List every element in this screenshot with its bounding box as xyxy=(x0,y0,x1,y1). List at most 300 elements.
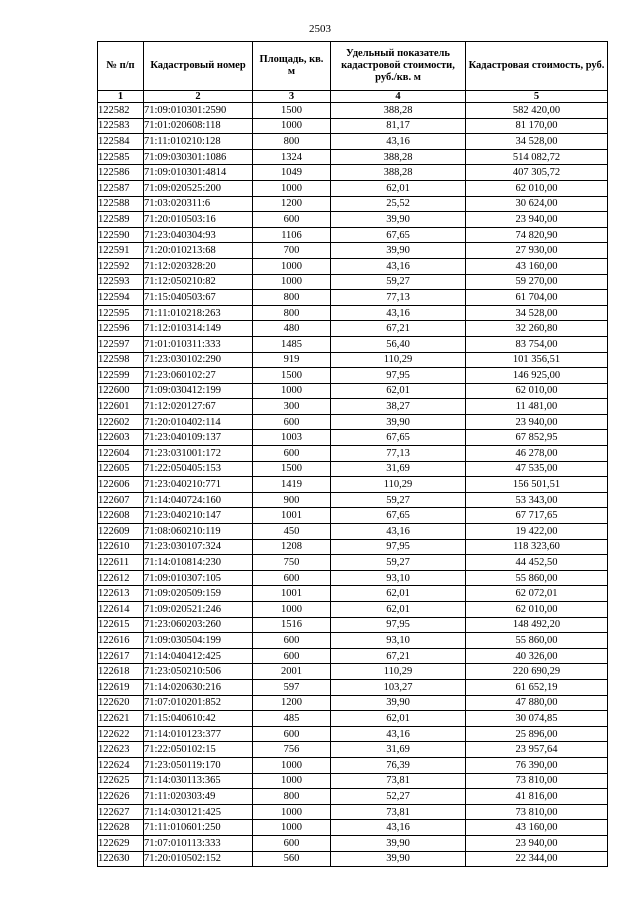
row-number-cell: 122597 xyxy=(98,336,144,352)
cadastral-number-cell: 71:09:020525:200 xyxy=(144,180,253,196)
cadastral-value-cell: 27 930,00 xyxy=(466,243,608,259)
cadastral-value-cell: 32 260,80 xyxy=(466,321,608,337)
unit-value-cell: 38,27 xyxy=(331,399,466,415)
cadastral-value-cell: 22 344,00 xyxy=(466,851,608,867)
area-cell: 900 xyxy=(253,492,331,508)
unit-value-cell: 52,27 xyxy=(331,789,466,805)
unit-value-cell: 67,65 xyxy=(331,430,466,446)
area-cell: 1500 xyxy=(253,103,331,119)
unit-value-cell: 39,90 xyxy=(331,695,466,711)
unit-value-cell: 93,10 xyxy=(331,570,466,586)
row-number-cell: 122620 xyxy=(98,695,144,711)
unit-value-cell: 43,16 xyxy=(331,134,466,150)
row-number-cell: 122602 xyxy=(98,414,144,430)
area-cell: 1049 xyxy=(253,165,331,181)
area-cell: 800 xyxy=(253,789,331,805)
cadastral-number-cell: 71:20:010503:16 xyxy=(144,212,253,228)
row-number-cell: 122582 xyxy=(98,103,144,119)
table-row xyxy=(98,180,608,196)
area-cell: 919 xyxy=(253,352,331,368)
cadastral-value-cell: 23 940,00 xyxy=(466,414,608,430)
cadastral-number-cell: 71:23:031001:172 xyxy=(144,446,253,462)
header-index-4: 4 xyxy=(331,91,466,103)
area-cell: 1000 xyxy=(253,602,331,618)
area-cell: 1419 xyxy=(253,477,331,493)
cadastral-number-cell: 71:23:040210:147 xyxy=(144,508,253,524)
row-number-cell: 122611 xyxy=(98,555,144,571)
unit-value-cell: 73,81 xyxy=(331,804,466,820)
cadastral-value-cell: 62 010,00 xyxy=(466,383,608,399)
row-number-cell: 122623 xyxy=(98,742,144,758)
cadastral-number-cell: 71:20:010502:152 xyxy=(144,851,253,867)
area-cell: 600 xyxy=(253,212,331,228)
cadastral-number-cell: 71:11:010218:263 xyxy=(144,305,253,321)
cadastral-number-cell: 71:23:050210:506 xyxy=(144,664,253,680)
cadastral-number-cell: 71:23:050119:170 xyxy=(144,757,253,773)
cadastral-value-cell: 62 072,01 xyxy=(466,586,608,602)
unit-value-cell: 67,65 xyxy=(331,227,466,243)
cadastral-number-cell: 71:11:020303:49 xyxy=(144,789,253,805)
table-row xyxy=(98,726,608,742)
row-number-cell: 122616 xyxy=(98,633,144,649)
table-row xyxy=(98,274,608,290)
table-row xyxy=(98,336,608,352)
cadastral-number-cell: 71:01:010311:333 xyxy=(144,336,253,352)
area-cell: 1208 xyxy=(253,539,331,555)
area-cell: 1200 xyxy=(253,695,331,711)
unit-value-cell: 43,16 xyxy=(331,524,466,540)
cadastral-value-cell: 59 270,00 xyxy=(466,274,608,290)
table-row xyxy=(98,711,608,727)
area-cell: 485 xyxy=(253,711,331,727)
area-cell: 1485 xyxy=(253,336,331,352)
area-cell: 800 xyxy=(253,305,331,321)
area-cell: 450 xyxy=(253,524,331,540)
unit-value-cell: 81,17 xyxy=(331,118,466,134)
area-cell: 480 xyxy=(253,321,331,337)
area-cell: 1000 xyxy=(253,757,331,773)
table-row xyxy=(98,118,608,134)
unit-value-cell: 388,28 xyxy=(331,149,466,165)
area-cell: 800 xyxy=(253,134,331,150)
unit-value-cell: 110,29 xyxy=(331,352,466,368)
cadastral-number-cell: 71:08:060210:119 xyxy=(144,524,253,540)
header-row-number: № п/п xyxy=(98,42,144,91)
unit-value-cell: 43,16 xyxy=(331,305,466,321)
unit-value-cell: 77,13 xyxy=(331,290,466,306)
row-number-cell: 122606 xyxy=(98,477,144,493)
area-cell: 600 xyxy=(253,726,331,742)
table-row xyxy=(98,508,608,524)
unit-value-cell: 62,01 xyxy=(331,586,466,602)
table-row xyxy=(98,258,608,274)
page-number: 2503 xyxy=(309,23,331,35)
cadastral-number-cell: 71:11:010210:128 xyxy=(144,134,253,150)
cadastral-value-cell: 148 492,20 xyxy=(466,617,608,633)
cadastral-number-cell: 71:09:030504:199 xyxy=(144,633,253,649)
area-cell: 600 xyxy=(253,835,331,851)
cadastral-number-cell: 71:22:050102:15 xyxy=(144,742,253,758)
area-cell: 700 xyxy=(253,243,331,259)
table-row xyxy=(98,851,608,867)
cadastral-value-cell: 73 810,00 xyxy=(466,804,608,820)
row-number-cell: 122617 xyxy=(98,648,144,664)
cadastral-value-cell: 220 690,29 xyxy=(466,664,608,680)
row-number-cell: 122595 xyxy=(98,305,144,321)
cadastral-number-cell: 71:14:010814:230 xyxy=(144,555,253,571)
row-number-cell: 122586 xyxy=(98,165,144,181)
row-number-cell: 122583 xyxy=(98,118,144,134)
cadastral-number-cell: 71:14:040412:425 xyxy=(144,648,253,664)
cadastral-value-cell: 23 957,64 xyxy=(466,742,608,758)
table-row xyxy=(98,586,608,602)
table-row xyxy=(98,243,608,259)
table-row xyxy=(98,773,608,789)
cadastral-value-cell: 73 810,00 xyxy=(466,773,608,789)
row-number-cell: 122585 xyxy=(98,149,144,165)
row-number-cell: 122628 xyxy=(98,820,144,836)
unit-value-cell: 110,29 xyxy=(331,477,466,493)
cadastral-value-cell: 47 880,00 xyxy=(466,695,608,711)
unit-value-cell: 56,40 xyxy=(331,336,466,352)
cadastral-number-cell: 71:14:030121:425 xyxy=(144,804,253,820)
table-row xyxy=(98,305,608,321)
area-cell: 1106 xyxy=(253,227,331,243)
table-row xyxy=(98,539,608,555)
area-cell: 600 xyxy=(253,648,331,664)
row-number-cell: 122612 xyxy=(98,570,144,586)
unit-value-cell: 93,10 xyxy=(331,633,466,649)
table-row xyxy=(98,664,608,680)
cadastral-number-cell: 71:23:060102:27 xyxy=(144,368,253,384)
table-row xyxy=(98,477,608,493)
row-number-cell: 122607 xyxy=(98,492,144,508)
table-row xyxy=(98,757,608,773)
cadastral-value-cell: 40 326,00 xyxy=(466,648,608,664)
area-cell: 1000 xyxy=(253,118,331,134)
unit-value-cell: 59,27 xyxy=(331,274,466,290)
unit-value-cell: 76,39 xyxy=(331,757,466,773)
row-number-cell: 122615 xyxy=(98,617,144,633)
table-row xyxy=(98,633,608,649)
cadastral-value-cell: 118 323,60 xyxy=(466,539,608,555)
area-cell: 560 xyxy=(253,851,331,867)
row-number-cell: 122625 xyxy=(98,773,144,789)
table-row xyxy=(98,446,608,462)
table-row xyxy=(98,399,608,415)
row-number-cell: 122596 xyxy=(98,321,144,337)
cadastral-value-cell: 43 160,00 xyxy=(466,820,608,836)
area-cell: 1500 xyxy=(253,368,331,384)
cadastral-number-cell: 71:12:020328:20 xyxy=(144,258,253,274)
row-number-cell: 122590 xyxy=(98,227,144,243)
unit-value-cell: 31,69 xyxy=(331,461,466,477)
cadastral-number-cell: 71:09:010307:105 xyxy=(144,570,253,586)
cadastral-number-cell: 71:07:010113:333 xyxy=(144,835,253,851)
row-number-cell: 122588 xyxy=(98,196,144,212)
cadastral-value-cell: 67 717,65 xyxy=(466,508,608,524)
row-number-cell: 122600 xyxy=(98,383,144,399)
unit-value-cell: 25,52 xyxy=(331,196,466,212)
row-number-cell: 122604 xyxy=(98,446,144,462)
unit-value-cell: 43,16 xyxy=(331,258,466,274)
table-row xyxy=(98,648,608,664)
row-number-cell: 122621 xyxy=(98,711,144,727)
area-cell: 1000 xyxy=(253,383,331,399)
table-row xyxy=(98,602,608,618)
row-number-cell: 122587 xyxy=(98,180,144,196)
table-row xyxy=(98,196,608,212)
cadastral-value-cell: 43 160,00 xyxy=(466,258,608,274)
area-cell: 1000 xyxy=(253,258,331,274)
cadastral-number-cell: 71:01:020608:118 xyxy=(144,118,253,134)
cadastral-number-cell: 71:14:010123:377 xyxy=(144,726,253,742)
cadastral-number-cell: 71:07:010201:852 xyxy=(144,695,253,711)
cadastral-value-cell: 34 528,00 xyxy=(466,134,608,150)
cadastral-value-cell: 41 816,00 xyxy=(466,789,608,805)
cadastral-number-cell: 71:12:020127:67 xyxy=(144,399,253,415)
cadastral-number-cell: 71:15:040610:42 xyxy=(144,711,253,727)
unit-value-cell: 97,95 xyxy=(331,539,466,555)
cadastral-number-cell: 71:23:040210:771 xyxy=(144,477,253,493)
cadastral-number-cell: 71:14:020630:216 xyxy=(144,679,253,695)
area-cell: 1000 xyxy=(253,820,331,836)
row-number-cell: 122592 xyxy=(98,258,144,274)
cadastral-value-cell: 30 624,00 xyxy=(466,196,608,212)
unit-value-cell: 103,27 xyxy=(331,679,466,695)
table-row xyxy=(98,679,608,695)
unit-value-cell: 39,90 xyxy=(331,835,466,851)
unit-value-cell: 59,27 xyxy=(331,555,466,571)
area-cell: 1001 xyxy=(253,586,331,602)
cadastral-value-cell: 55 860,00 xyxy=(466,570,608,586)
table-row xyxy=(98,103,608,119)
cadastral-number-cell: 71:23:040304:93 xyxy=(144,227,253,243)
area-cell: 1000 xyxy=(253,773,331,789)
unit-value-cell: 73,81 xyxy=(331,773,466,789)
row-number-cell: 122605 xyxy=(98,461,144,477)
cadastral-value-cell: 62 010,00 xyxy=(466,180,608,196)
row-number-cell: 122626 xyxy=(98,789,144,805)
cadastral-number-cell: 71:09:020509:159 xyxy=(144,586,253,602)
unit-value-cell: 62,01 xyxy=(331,180,466,196)
row-number-cell: 122591 xyxy=(98,243,144,259)
cadastral-value-cell: 83 754,00 xyxy=(466,336,608,352)
cadastral-number-cell: 71:09:020521:246 xyxy=(144,602,253,618)
unit-value-cell: 31,69 xyxy=(331,742,466,758)
row-number-cell: 122599 xyxy=(98,368,144,384)
unit-value-cell: 67,21 xyxy=(331,648,466,664)
row-number-cell: 122589 xyxy=(98,212,144,228)
unit-value-cell: 43,16 xyxy=(331,820,466,836)
area-cell: 1000 xyxy=(253,274,331,290)
cadastral-value-cell: 30 074,85 xyxy=(466,711,608,727)
cadastral-number-cell: 71:20:010402:114 xyxy=(144,414,253,430)
cadastral-number-cell: 71:09:010301:4814 xyxy=(144,165,253,181)
table-row xyxy=(98,570,608,586)
table-row xyxy=(98,149,608,165)
area-cell: 300 xyxy=(253,399,331,415)
cadastral-value-cell: 46 278,00 xyxy=(466,446,608,462)
row-number-cell: 122618 xyxy=(98,664,144,680)
cadastral-number-cell: 71:23:030102:290 xyxy=(144,352,253,368)
header-index-5: 5 xyxy=(466,91,608,103)
row-number-cell: 122610 xyxy=(98,539,144,555)
table-row xyxy=(98,835,608,851)
cadastral-number-cell: 71:09:030301:1086 xyxy=(144,149,253,165)
table-row xyxy=(98,555,608,571)
area-cell: 756 xyxy=(253,742,331,758)
unit-value-cell: 67,21 xyxy=(331,321,466,337)
cadastral-number-cell: 71:12:050210:82 xyxy=(144,274,253,290)
cadastral-number-cell: 71:11:010601:250 xyxy=(144,820,253,836)
table-row xyxy=(98,820,608,836)
table-row xyxy=(98,134,608,150)
area-cell: 600 xyxy=(253,633,331,649)
area-cell: 1324 xyxy=(253,149,331,165)
table-row xyxy=(98,321,608,337)
cadastral-value-cell: 11 481,00 xyxy=(466,399,608,415)
area-cell: 750 xyxy=(253,555,331,571)
unit-value-cell: 39,90 xyxy=(331,851,466,867)
cadastral-value-cell: 146 925,00 xyxy=(466,368,608,384)
table-row xyxy=(98,290,608,306)
area-cell: 597 xyxy=(253,679,331,695)
row-number-cell: 122630 xyxy=(98,851,144,867)
cadastral-value-cell: 44 452,50 xyxy=(466,555,608,571)
row-number-cell: 122594 xyxy=(98,290,144,306)
area-cell: 600 xyxy=(253,570,331,586)
area-cell: 1001 xyxy=(253,508,331,524)
cadastral-value-cell: 47 535,00 xyxy=(466,461,608,477)
header-area: Площадь, кв. м xyxy=(253,42,331,91)
table-header xyxy=(98,42,608,103)
unit-value-cell: 59,27 xyxy=(331,492,466,508)
cadastral-value-cell: 62 010,00 xyxy=(466,602,608,618)
cadastral-value-table xyxy=(97,41,608,867)
table-row xyxy=(98,789,608,805)
row-number-cell: 122629 xyxy=(98,835,144,851)
unit-value-cell: 43,16 xyxy=(331,726,466,742)
row-number-cell: 122622 xyxy=(98,726,144,742)
unit-value-cell: 97,95 xyxy=(331,368,466,384)
unit-value-cell: 77,13 xyxy=(331,446,466,462)
table-row xyxy=(98,227,608,243)
cadastral-value-cell: 74 820,90 xyxy=(466,227,608,243)
cadastral-value-cell: 25 896,00 xyxy=(466,726,608,742)
table-row xyxy=(98,804,608,820)
area-cell: 1200 xyxy=(253,196,331,212)
cadastral-number-cell: 71:03:020311:6 xyxy=(144,196,253,212)
row-number-cell: 122593 xyxy=(98,274,144,290)
unit-value-cell: 110,29 xyxy=(331,664,466,680)
unit-value-cell: 62,01 xyxy=(331,602,466,618)
header-index-2: 2 xyxy=(144,91,253,103)
cadastral-number-cell: 71:09:030412:199 xyxy=(144,383,253,399)
area-cell: 800 xyxy=(253,290,331,306)
table-row xyxy=(98,461,608,477)
cadastral-value-cell: 582 420,00 xyxy=(466,103,608,119)
cadastral-number-cell: 71:14:040724:160 xyxy=(144,492,253,508)
area-cell: 1516 xyxy=(253,617,331,633)
row-number-cell: 122624 xyxy=(98,757,144,773)
cadastral-value-cell: 61 652,19 xyxy=(466,679,608,695)
cadastral-value-cell: 76 390,00 xyxy=(466,757,608,773)
cadastral-value-cell: 55 860,00 xyxy=(466,633,608,649)
area-cell: 600 xyxy=(253,414,331,430)
table-row xyxy=(98,742,608,758)
cadastral-number-cell: 71:14:030113:365 xyxy=(144,773,253,789)
unit-value-cell: 39,90 xyxy=(331,414,466,430)
cadastral-value-cell: 81 170,00 xyxy=(466,118,608,134)
cadastral-number-cell: 71:20:010213:68 xyxy=(144,243,253,259)
cadastral-number-cell: 71:15:040503:67 xyxy=(144,290,253,306)
unit-value-cell: 388,28 xyxy=(331,165,466,181)
row-number-cell: 122613 xyxy=(98,586,144,602)
table-row xyxy=(98,430,608,446)
area-cell: 1500 xyxy=(253,461,331,477)
cadastral-value-cell: 156 501,51 xyxy=(466,477,608,493)
table-row xyxy=(98,383,608,399)
cadastral-value-cell: 23 940,00 xyxy=(466,212,608,228)
unit-value-cell: 97,95 xyxy=(331,617,466,633)
cadastral-number-cell: 71:23:060203:260 xyxy=(144,617,253,633)
cadastral-value-cell: 53 343,00 xyxy=(466,492,608,508)
unit-value-cell: 62,01 xyxy=(331,383,466,399)
header-index-1: 1 xyxy=(98,91,144,103)
row-number-cell: 122619 xyxy=(98,679,144,695)
header-cadastral-value: Кадастровая стоимость, руб. xyxy=(466,42,608,91)
header-unit-value: Удельный показатель кадастровой стоимости, руб./кв. м xyxy=(331,42,466,91)
unit-value-cell: 388,28 xyxy=(331,103,466,119)
row-number-cell: 122614 xyxy=(98,602,144,618)
table-row xyxy=(98,617,608,633)
unit-value-cell: 39,90 xyxy=(331,243,466,259)
table-row xyxy=(98,165,608,181)
row-number-cell: 122627 xyxy=(98,804,144,820)
unit-value-cell: 39,90 xyxy=(331,212,466,228)
row-number-cell: 122608 xyxy=(98,508,144,524)
cadastral-number-cell: 71:23:030107:324 xyxy=(144,539,253,555)
area-cell: 1000 xyxy=(253,180,331,196)
cadastral-value-cell: 23 940,00 xyxy=(466,835,608,851)
unit-value-cell: 62,01 xyxy=(331,711,466,727)
table-row xyxy=(98,414,608,430)
header-cadastral-number: Кадастровый номер xyxy=(144,42,253,91)
row-number-cell: 122598 xyxy=(98,352,144,368)
row-number-cell: 122609 xyxy=(98,524,144,540)
cadastral-number-cell: 71:22:050405:153 xyxy=(144,461,253,477)
cadastral-value-cell: 407 305,72 xyxy=(466,165,608,181)
cadastral-value-cell: 101 356,51 xyxy=(466,352,608,368)
table-row xyxy=(98,695,608,711)
table-row xyxy=(98,212,608,228)
cadastral-number-cell: 71:09:010301:2590 xyxy=(144,103,253,119)
cadastral-value-cell: 34 528,00 xyxy=(466,305,608,321)
cadastral-value-cell: 19 422,00 xyxy=(466,524,608,540)
table-row xyxy=(98,352,608,368)
table-body xyxy=(98,103,608,867)
table-row xyxy=(98,524,608,540)
row-number-cell: 122601 xyxy=(98,399,144,415)
area-cell: 1000 xyxy=(253,804,331,820)
cadastral-number-cell: 71:12:010314:149 xyxy=(144,321,253,337)
cadastral-number-cell: 71:23:040109:137 xyxy=(144,430,253,446)
row-number-cell: 122584 xyxy=(98,134,144,150)
row-number-cell: 122603 xyxy=(98,430,144,446)
unit-value-cell: 67,65 xyxy=(331,508,466,524)
area-cell: 1003 xyxy=(253,430,331,446)
